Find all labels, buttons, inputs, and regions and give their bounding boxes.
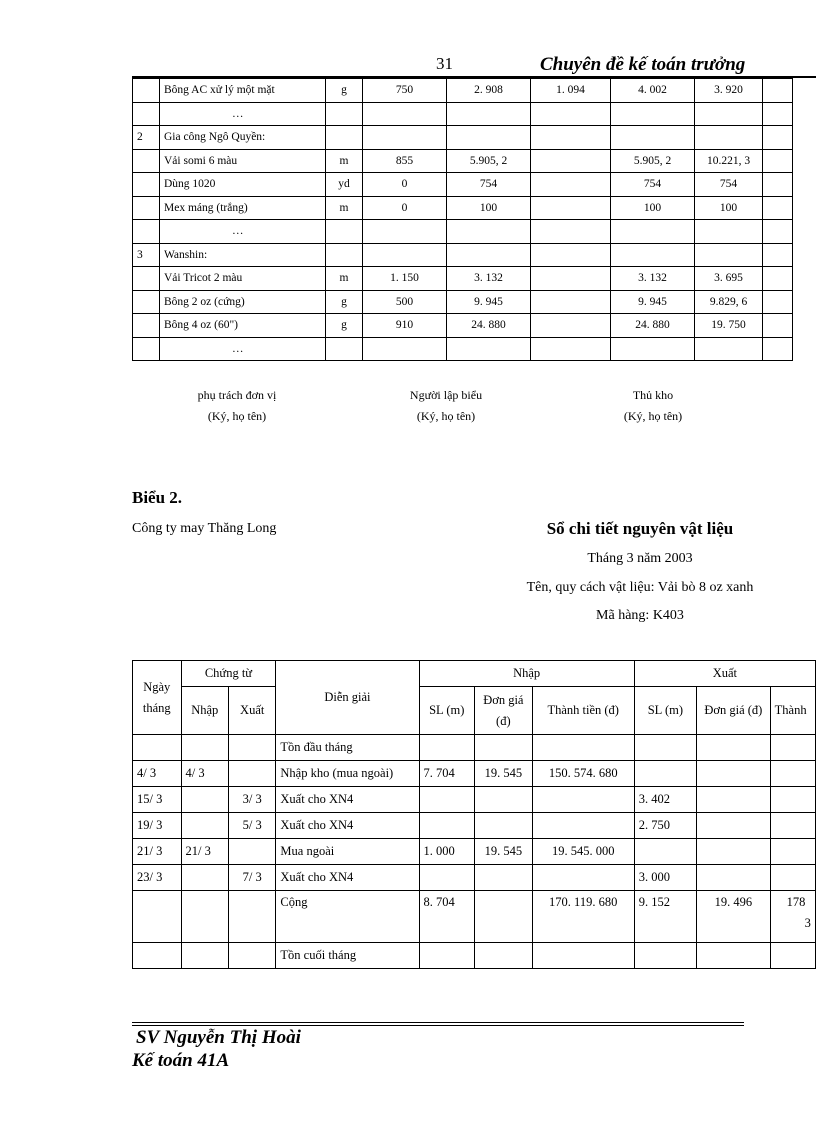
table-cell xyxy=(770,761,815,787)
table-cell xyxy=(475,787,533,813)
table-cell: g xyxy=(326,290,363,314)
table-cell: Xuất cho XN4 xyxy=(276,813,419,839)
table-cell xyxy=(133,943,182,969)
table-cell xyxy=(611,102,695,126)
table-cell xyxy=(475,865,533,891)
table-cell xyxy=(770,865,815,891)
table-cell xyxy=(531,290,611,314)
table-cell xyxy=(611,337,695,361)
table-cell xyxy=(770,839,815,865)
table-cell xyxy=(447,102,531,126)
footer-rule xyxy=(132,1022,744,1023)
table-cell: Mex máng (trắng) xyxy=(160,196,326,220)
table-cell: 9. 152 xyxy=(634,891,696,943)
table-row xyxy=(133,865,816,891)
table-cell xyxy=(133,173,160,197)
table-cell xyxy=(763,79,793,103)
table-cell: 0 xyxy=(363,196,447,220)
table-cell: m xyxy=(326,267,363,291)
table-cell: 3 xyxy=(133,243,160,267)
table-cell: 178 3 xyxy=(770,891,815,943)
table-cell xyxy=(695,243,763,267)
signature-note: (Ký, họ tên) xyxy=(207,409,267,423)
table-cell xyxy=(133,79,160,103)
table-cell xyxy=(532,865,634,891)
table-cell: 3. 132 xyxy=(611,267,695,291)
table-cell xyxy=(696,735,770,761)
col-description: Diễn giải xyxy=(276,661,419,735)
col-voucher: Chứng từ xyxy=(181,661,276,687)
ledger-title: Sổ chi tiết nguyên vật liệu xyxy=(546,519,734,538)
table-cell xyxy=(763,220,793,244)
signature-preparer xyxy=(366,388,526,424)
table-cell: … xyxy=(160,220,326,244)
table-cell: 7. 704 xyxy=(419,761,475,787)
table-row xyxy=(133,149,793,173)
col-voucher-receipt: Nhập xyxy=(181,687,229,735)
table-cell: 2. 750 xyxy=(634,813,696,839)
table-cell xyxy=(229,891,276,943)
table-cell xyxy=(326,126,363,150)
table-cell: 23/ 3 xyxy=(133,865,182,891)
table-cell: Dùng 1020 xyxy=(160,173,326,197)
table-cell: 19/ 3 xyxy=(133,813,182,839)
table-cell xyxy=(363,337,447,361)
table-cell: Bông 4 oz (60") xyxy=(160,314,326,338)
table-cell xyxy=(363,126,447,150)
table-row xyxy=(133,173,793,197)
table-cell: 9. 945 xyxy=(447,290,531,314)
page-number: 31 xyxy=(436,54,453,73)
table-cell xyxy=(181,813,229,839)
table-cell xyxy=(531,173,611,197)
table-cell: 9.829, 6 xyxy=(695,290,763,314)
table-cell xyxy=(326,337,363,361)
table-cell xyxy=(181,787,229,813)
table-row xyxy=(133,813,816,839)
table-row xyxy=(133,839,816,865)
table-cell: 100 xyxy=(695,196,763,220)
table-cell xyxy=(763,149,793,173)
signature-role: Người lập biểu xyxy=(409,388,483,402)
table-cell xyxy=(133,196,160,220)
table-cell xyxy=(695,126,763,150)
table-cell: 24. 880 xyxy=(447,314,531,338)
signature-note: (Ký, họ tên) xyxy=(416,409,476,423)
signature-unit-head xyxy=(157,388,317,424)
ledger-material-spec: Tên, quy cách vật liệu: Vải bò 8 oz xanh xyxy=(526,580,754,595)
table-cell: 0 xyxy=(363,173,447,197)
table-cell: 2. 908 xyxy=(447,79,531,103)
table-row xyxy=(133,290,793,314)
table-cell xyxy=(770,735,815,761)
table-cell xyxy=(634,761,696,787)
table-cell xyxy=(419,787,475,813)
table-row xyxy=(133,79,793,103)
table-cell xyxy=(532,735,634,761)
table-cell: Xuất cho XN4 xyxy=(276,787,419,813)
table-cell xyxy=(181,943,229,969)
table-cell: Bông 2 oz (cứng) xyxy=(160,290,326,314)
table-cell: 9. 945 xyxy=(611,290,695,314)
footer-student: SV Nguyễn Thị Hoài xyxy=(136,1027,301,1048)
table-cell: 4/ 3 xyxy=(133,761,182,787)
table-cell xyxy=(532,943,634,969)
table-cell xyxy=(531,337,611,361)
table-row xyxy=(133,787,816,813)
table-cell xyxy=(696,865,770,891)
table-cell xyxy=(611,243,695,267)
col-unit-price: Đơn giá (đ) xyxy=(475,687,533,735)
table-cell: yd xyxy=(326,173,363,197)
table-cell xyxy=(133,337,160,361)
table-cell xyxy=(531,149,611,173)
table-cell xyxy=(133,102,160,126)
table-cell xyxy=(634,735,696,761)
table-cell: 1. 094 xyxy=(531,79,611,103)
signature-note: (Ký, họ tên) xyxy=(623,409,683,423)
signature-storekeeper xyxy=(573,388,733,424)
table-cell: 1. 000 xyxy=(419,839,475,865)
table-cell xyxy=(447,126,531,150)
table-cell xyxy=(531,243,611,267)
table-cell: Vải Tricot 2 màu xyxy=(160,267,326,291)
signature-role: Thủ kho xyxy=(632,388,674,402)
table-cell xyxy=(133,290,160,314)
table-cell xyxy=(531,102,611,126)
company-name: Công ty may Thăng Long xyxy=(132,521,277,536)
table-cell xyxy=(611,220,695,244)
table-cell: 19. 750 xyxy=(695,314,763,338)
table-cell: 3. 695 xyxy=(695,267,763,291)
table-cell xyxy=(229,761,276,787)
col-amount-issue: Thành xyxy=(770,687,815,735)
table-cell xyxy=(532,813,634,839)
table-cell: … xyxy=(160,337,326,361)
table-cell xyxy=(419,813,475,839)
table-cell: 855 xyxy=(363,149,447,173)
col-unit-price-issue: Đơn giá (đ) xyxy=(696,687,770,735)
table-row xyxy=(133,314,793,338)
table-cell xyxy=(763,337,793,361)
table-cell: 10.221, 3 xyxy=(695,149,763,173)
col-qty: SL (m) xyxy=(419,687,475,735)
table-cell xyxy=(531,314,611,338)
materials-table xyxy=(132,78,793,361)
table-cell xyxy=(133,220,160,244)
table-cell xyxy=(447,337,531,361)
table-cell: 5.905, 2 xyxy=(611,149,695,173)
table-cell xyxy=(770,943,815,969)
table-cell: 3. 132 xyxy=(447,267,531,291)
table-row xyxy=(133,102,793,126)
table-cell: 910 xyxy=(363,314,447,338)
table-cell xyxy=(611,126,695,150)
col-group-issue: Xuất xyxy=(634,661,815,687)
table-cell xyxy=(419,735,475,761)
table-cell xyxy=(531,196,611,220)
header-title: Chuyên đề kế toán trưởng xyxy=(540,54,746,75)
table-cell xyxy=(475,891,533,943)
table-cell: 750 xyxy=(363,79,447,103)
table-cell: 19. 496 xyxy=(696,891,770,943)
table-cell xyxy=(634,943,696,969)
footer-class: Kế toán 41A xyxy=(132,1050,230,1071)
table-cell xyxy=(531,126,611,150)
table-row xyxy=(133,761,816,787)
table-cell: m xyxy=(326,149,363,173)
table-cell xyxy=(695,337,763,361)
table-cell xyxy=(532,787,634,813)
table-cell: Wanshin: xyxy=(160,243,326,267)
table-cell xyxy=(531,220,611,244)
col-qty-issue: SL (m) xyxy=(634,687,696,735)
table-cell: 5/ 3 xyxy=(229,813,276,839)
table-cell: 15/ 3 xyxy=(133,787,182,813)
table-cell xyxy=(363,220,447,244)
table-cell xyxy=(363,102,447,126)
table-cell: 3. 000 xyxy=(634,865,696,891)
table-cell xyxy=(419,943,475,969)
table-cell xyxy=(763,290,793,314)
table-cell: 100 xyxy=(611,196,695,220)
table-cell: 19. 545. 000 xyxy=(532,839,634,865)
table-cell xyxy=(181,891,229,943)
table-cell: Tồn cuối tháng xyxy=(276,943,419,969)
table-cell xyxy=(763,126,793,150)
table-cell: 754 xyxy=(695,173,763,197)
table-cell: 19. 545 xyxy=(475,761,533,787)
table-cell xyxy=(447,243,531,267)
section-label: Biểu 2. xyxy=(132,488,183,507)
table-cell xyxy=(763,173,793,197)
table-cell xyxy=(133,149,160,173)
table-cell: 3/ 3 xyxy=(229,787,276,813)
table-cell xyxy=(229,943,276,969)
table-cell xyxy=(763,196,793,220)
table-cell: 4. 002 xyxy=(611,79,695,103)
table-cell xyxy=(695,102,763,126)
table-cell: 5.905, 2 xyxy=(447,149,531,173)
table-row xyxy=(133,267,793,291)
table-row xyxy=(133,126,793,150)
table-cell: 7/ 3 xyxy=(229,865,276,891)
table-cell: 21/ 3 xyxy=(181,839,229,865)
table-cell: Xuất cho XN4 xyxy=(276,865,419,891)
ledger-month: Tháng 3 năm 2003 xyxy=(587,551,693,566)
table-cell xyxy=(696,813,770,839)
table-row xyxy=(133,943,816,969)
table-cell xyxy=(475,943,533,969)
table-cell xyxy=(531,267,611,291)
col-date: Ngày tháng xyxy=(133,661,182,735)
table-cell: Cộng xyxy=(276,891,419,943)
col-amount: Thành tiền (đ) xyxy=(532,687,634,735)
table-cell xyxy=(181,865,229,891)
table-cell: 100 xyxy=(447,196,531,220)
table-cell xyxy=(696,839,770,865)
col-group-receipt: Nhập xyxy=(419,661,634,687)
table-cell: 170. 119. 680 xyxy=(532,891,634,943)
table-cell: Gia công Ngô Quyền: xyxy=(160,126,326,150)
table-cell: Mua ngoài xyxy=(276,839,419,865)
table-cell xyxy=(763,267,793,291)
table-cell xyxy=(770,813,815,839)
table-cell xyxy=(133,891,182,943)
table-cell xyxy=(326,102,363,126)
table-cell xyxy=(696,943,770,969)
table-row xyxy=(133,735,816,761)
table-cell: 24. 880 xyxy=(611,314,695,338)
table-row xyxy=(133,243,793,267)
table-cell: Nhập kho (mua ngoài) xyxy=(276,761,419,787)
table-cell: 500 xyxy=(363,290,447,314)
signature-role: phụ trách đơn vị xyxy=(197,388,277,402)
table-cell xyxy=(695,220,763,244)
table-cell xyxy=(229,735,276,761)
footer-rule xyxy=(132,1025,744,1026)
table-cell: 3. 920 xyxy=(695,79,763,103)
table-cell: Bông AC xử lý một mặt xyxy=(160,79,326,103)
table-cell: 2 xyxy=(133,126,160,150)
table-cell xyxy=(133,267,160,291)
table-cell xyxy=(696,761,770,787)
table-cell: 8. 704 xyxy=(419,891,475,943)
col-voucher-issue: Xuất xyxy=(229,687,276,735)
table-cell xyxy=(475,735,533,761)
table-cell: 754 xyxy=(447,173,531,197)
table-cell: Tồn đầu tháng xyxy=(276,735,419,761)
table-cell xyxy=(363,243,447,267)
table-cell xyxy=(326,220,363,244)
table-cell xyxy=(181,735,229,761)
table-row xyxy=(133,337,793,361)
table-cell xyxy=(419,865,475,891)
table-cell xyxy=(763,243,793,267)
table-cell xyxy=(133,314,160,338)
table-cell: 1. 150 xyxy=(363,267,447,291)
table-cell xyxy=(763,102,793,126)
table-cell: 3. 402 xyxy=(634,787,696,813)
table-cell xyxy=(770,787,815,813)
table-cell: 150. 574. 680 xyxy=(532,761,634,787)
table-cell xyxy=(229,839,276,865)
table-cell xyxy=(447,220,531,244)
table-cell: g xyxy=(326,79,363,103)
ledger-item-code: Mã hàng: K403 xyxy=(596,608,684,623)
table-cell xyxy=(133,735,182,761)
table-cell: Vải somi 6 màu xyxy=(160,149,326,173)
table-cell: 19. 545 xyxy=(475,839,533,865)
table-cell xyxy=(475,813,533,839)
table-cell xyxy=(634,839,696,865)
table-cell: 21/ 3 xyxy=(133,839,182,865)
table-cell: m xyxy=(326,196,363,220)
ledger-table xyxy=(132,660,816,969)
table-cell: g xyxy=(326,314,363,338)
table-cell: 754 xyxy=(611,173,695,197)
table-row xyxy=(133,196,793,220)
total-row xyxy=(133,891,816,943)
table-row xyxy=(133,220,793,244)
table-cell: 4/ 3 xyxy=(181,761,229,787)
table-cell xyxy=(763,314,793,338)
table-cell xyxy=(696,787,770,813)
table-cell xyxy=(326,243,363,267)
table-cell: … xyxy=(160,102,326,126)
